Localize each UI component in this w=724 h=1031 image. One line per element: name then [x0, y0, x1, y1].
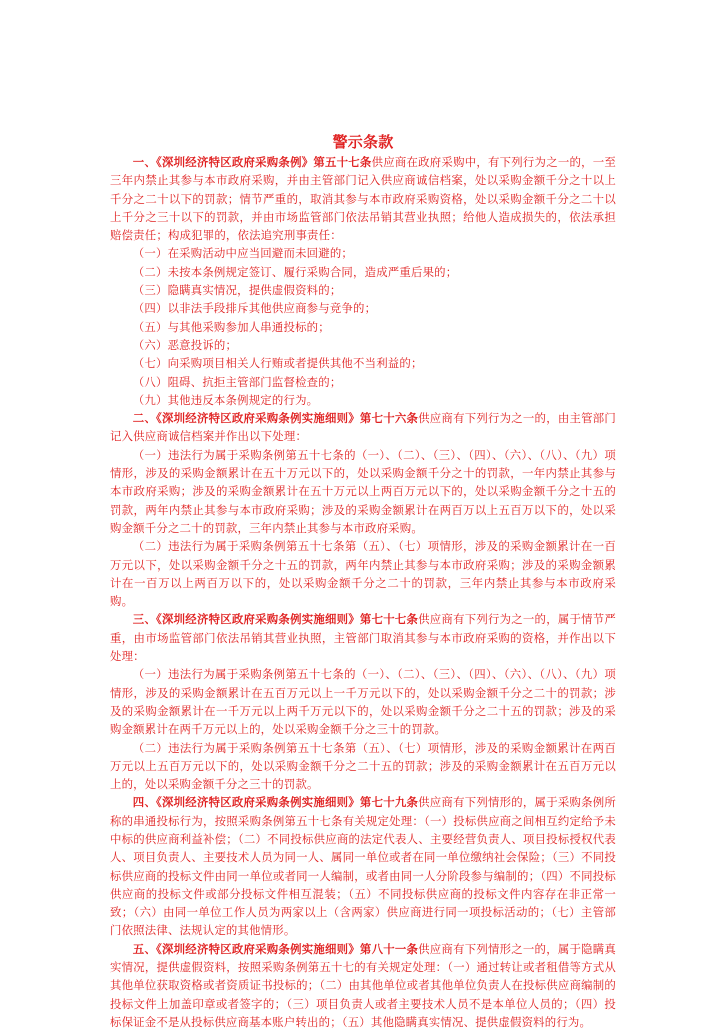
clause-1-item-6: （六）恶意投诉的；: [132, 337, 238, 352]
clause-2-body: 供应商有下列行为之一的，由主管部门记入供应商诚信档案并作出以下处理：: [110, 411, 616, 444]
clause-1-item-5: （五）与其他采购参加人串通投标的；: [132, 319, 330, 334]
clause-3-item-1: （一）违法行为属于采购条例第五十七条的（一）、（二）、（三）、（四）、（六）、（八）、（九）项情形，涉及的采购金额累计在五百万元以上一千万元以下的，处以采购金额千分之二十的罚款；涉及的采购金额累计在一千万元以上两千万元以下的，处以采购金额千分之二十五的罚款；涉及的采购金额累计在两千万元以上的，处以采购金额千分之三十的罚款。: [110, 667, 616, 737]
clause-4-paragraph: [110, 793, 616, 939]
clause-2-heading: 二、《深圳经济特区政府采购条例实施细则》第七十六条: [132, 411, 419, 426]
clause-2-item-1: （一）违法行为属于采购条例第五十七条的（一）、（二）、（三）、（四）、（六）、（八）、（九）项情形，涉及的采购金额累计在五十万元以下的，处以采购金额千分之十的罚款，一年内禁止其参与本市政府采购；涉及的采购金额累计在五十万元以上两百万元以下的，处以采购金额千分之十五的罚款，两年内禁止其参与本市政府采购；涉及的采购金额累计在两百万以上五百万以下的，处以采购金额千分之二十的罚款，三年内禁止其参与本市政府采购。: [110, 447, 616, 535]
clause-2-paragraph: [110, 409, 616, 446]
clause-1-item-4: （四）以非法手段排斥其他供应商参与竞争的；: [132, 301, 377, 316]
clause-1-item-3: （三）隐瞒真实情况，提供虚假资料的；: [132, 283, 342, 298]
clause-5-body: 供应商有下列情形之一的，属于隐瞒真实情况，提供虚假资料，按照采购条例第五十七的有关规定处理：（一）通过转让或者租借等方式从其他单位获取资格或者资质证书投标的；（二）由其他单位或者其他单位负责人在投标供应商编制的投标文件上加盖印章或者签字的；（三）项目负责人或者主要技术人员不是本单位人员的；（四）投标保证金不是从投标供应商基本账户转出的；（五）其他隐瞒真实情况、提供虚假资料的行为。: [110, 941, 616, 1029]
page-title: 警示条款: [332, 133, 394, 151]
clause-1-item-9: （九）其他违反本条例规定的行为。: [132, 392, 319, 407]
clause-1-heading: 一、《深圳经济特区政府采购条例》第五十七条: [132, 155, 372, 169]
clause-1-paragraph: [110, 153, 616, 244]
clause-4-heading: 四、《深圳经济特区政府采购条例实施细则》第七十九条: [132, 795, 419, 810]
clause-3-item-2: （二）违法行为属于采购条例第五十七条第（五）、（七）项情形，涉及的采购金额累计在两百万元以上五百万元以下的，处以采购金额千分之二十五的罚款；涉及的采购金额累计在五百万元以上的，处以采购金额千分之三十的罚款。: [110, 740, 616, 792]
clause-3-body: 供应商有下列行为之一的，属于情节严重，由市场监管部门依法吊销其营业执照，主管部门取消其参与本市政府采购的资格，并作出以下处理：: [110, 612, 616, 664]
clause-1-item-2: （二）未按本条例规定签订、履行采购合同，造成严重后果的；: [132, 264, 458, 279]
document-page: [110, 132, 616, 1031]
clause-1-item-1: （一）在采购活动中应当回避而未回避的；: [132, 246, 354, 261]
clause-1-item-7: （七）向采购项目相关人行贿或者提供其他不当利益的；: [132, 356, 423, 371]
clause-3-heading: 三、《深圳经济特区政府采购条例实施细则》第七十七条: [132, 612, 419, 627]
clause-4-body: 供应商有下列情形的，属于采购条例所称的串通投标行为，按照采购条例第五十七条有关规定处理：（一）投标供应商之间相互约定给予未中标的供应商利益补偿；（二）不同投标供应商的法定代表人、主要经营负责人、项目投标授权代表人、项目负责人、主要技术人员为同一人、属同一单位或者在同一单位缴纳社会保险；（三）不同投标供应商的投标文件由同一单位或者同一人编制，或者由同一人分阶段参与编制的；（四）不同投标供应商的投标文件或部分投标文件相互混装；（五）不同投标供应商的投标文件内容存在非正常一致；（六）由同一单位工作人员为两家以上（含两家）供应商进行同一项投标活动的；（七）主管部门依照法律、法规认定的其他情形。: [110, 795, 616, 938]
clause-2-item-2: （二）违法行为属于采购条例第五十七条第（五）、（七）项情形，涉及的采购金额累计在一百万元以下，处以采购金额千分之十五的罚款，两年内禁止其参与本市政府采购；涉及的采购金额累计在一百万以上两百万以下的，处以采购金额千分之二十的罚款，三年内禁止其参与本市政府采购。: [110, 539, 616, 609]
clause-1-body: 供应商在政府采购中，有下列行为之一的，一至三年内禁止其参与本市政府采购，并由主管部门记入供应商诚信档案，处以采购金额千分之十以上千分之二十以下的罚款；情节严重的，取消其参与本市政府采购资格，处以采购金额千分之二十以上千分之三十以下的罚款，并由市场监管部门依法吊销其营业执照；给他人造成损失的，依法承担赔偿责任；构成犯罪的，依法追究刑事责任：: [110, 155, 616, 243]
clause-3-paragraph: [110, 610, 616, 665]
clause-5-heading: 五、《深圳经济特区政府采购条例实施细则》第八十一条: [132, 941, 419, 956]
clause-5-paragraph: [110, 940, 616, 1031]
clause-1-item-8: （八）阻碍、抗拒主管部门监督检查的；: [132, 374, 342, 389]
